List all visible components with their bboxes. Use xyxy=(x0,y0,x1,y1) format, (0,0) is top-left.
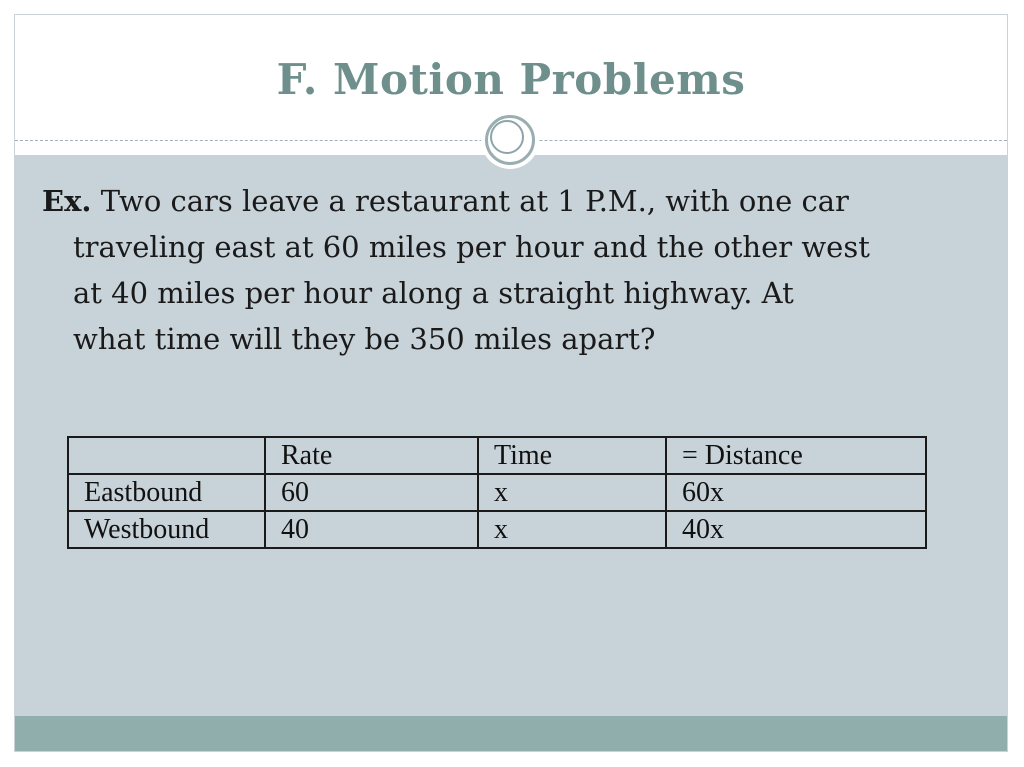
table-cell: Eastbound xyxy=(68,474,265,511)
bottom-band xyxy=(15,716,1007,751)
table-header-cell: Time xyxy=(478,437,666,474)
slide-title: F. Motion Problems xyxy=(276,55,746,104)
problem-line-text: Two cars leave a restaurant at 1 P.M., with one car xyxy=(91,184,849,218)
table-header-cell xyxy=(68,437,265,474)
problem-statement xyxy=(42,178,992,362)
problem-line: traveling east at 60 miles per hour and the other west xyxy=(73,230,870,264)
table-cell: 40 xyxy=(265,511,478,548)
table-cell: 60x xyxy=(666,474,926,511)
table-row xyxy=(68,511,926,548)
table-cell: x xyxy=(478,474,666,511)
problem-lead: Ex. xyxy=(42,184,92,218)
table-cell: Westbound xyxy=(68,511,265,548)
table-cell: 60 xyxy=(265,474,478,511)
table-header-cell: Rate xyxy=(265,437,478,474)
table-cell: 40x xyxy=(666,511,926,548)
table-header-cell: = Distance xyxy=(666,437,926,474)
table-cell: x xyxy=(478,511,666,548)
motion-table xyxy=(67,436,927,549)
problem-line: at 40 miles per hour along a straight highway. At xyxy=(73,276,794,310)
circle-ornament-icon xyxy=(481,111,539,169)
problem-line: what time will they be 350 miles apart? xyxy=(73,322,656,356)
problem-line xyxy=(42,178,992,224)
ornament-inner-ring xyxy=(490,120,524,154)
table-header-row xyxy=(68,437,926,474)
table-row xyxy=(68,474,926,511)
